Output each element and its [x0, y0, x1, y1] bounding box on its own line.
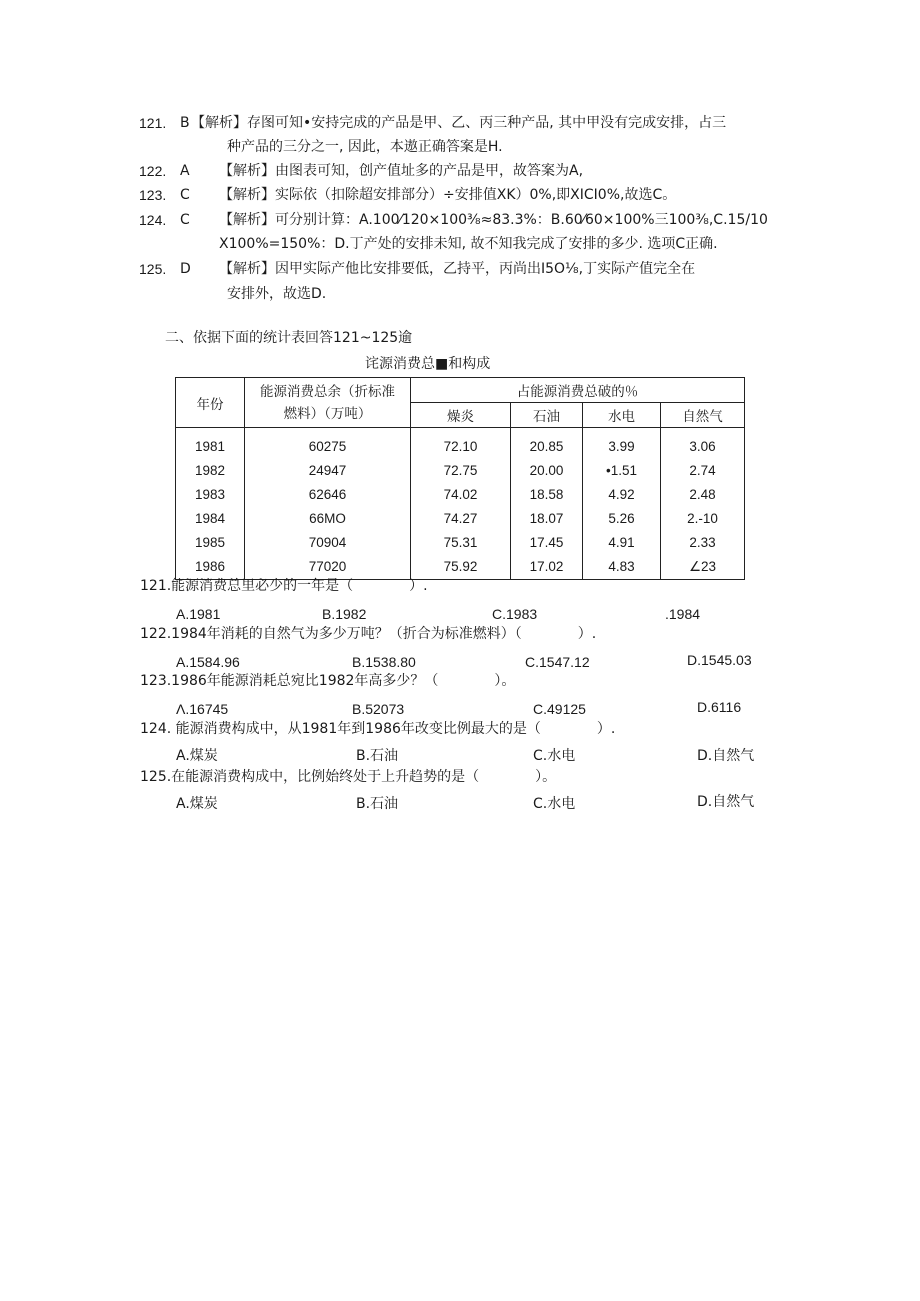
section-heading: 二、依据下面的统计表回答121~125逾 — [165, 330, 413, 346]
cell-total: 66MO — [309, 511, 346, 526]
header-hydro: 水电 — [583, 403, 661, 428]
cell-oil: 20.00 — [529, 463, 564, 478]
cell-hydro: 4.92 — [608, 487, 635, 502]
table-body-row — [176, 428, 745, 580]
answer-number: 123. — [139, 187, 167, 203]
cell-hydro: 5.26 — [608, 511, 635, 526]
option-c: C.1547.12 — [525, 654, 590, 670]
answer-text: 安排外，故选D. — [227, 286, 327, 302]
option-c: C.水电 — [533, 748, 576, 764]
cell-coal: 74.27 — [443, 511, 478, 526]
cell-year: 1984 — [194, 511, 226, 526]
option-a: Λ.16745 — [176, 701, 229, 717]
cell-gas: 2.48 — [689, 487, 716, 502]
option-b: B.52073 — [352, 701, 405, 717]
cell-gas: 2.-10 — [687, 511, 718, 526]
option-a: A.1584.96 — [176, 654, 240, 670]
header-total-line1: 能源消费总余（折标准 — [260, 383, 395, 400]
cell-gas: 2.33 — [689, 535, 716, 550]
cell-year: 1986 — [194, 559, 226, 574]
cell-coal: 74.02 — [443, 487, 478, 502]
cell-coal: 75.92 — [443, 559, 478, 574]
answer-text: 【解析】可分别计算：A.100⁄120×100⅜≈83.3%：B.60⁄60×100%三100⅜,C.15/10 — [219, 212, 768, 228]
option-b: B.1538.80 — [352, 654, 416, 670]
option-c: C.水电 — [533, 796, 576, 812]
cell-gas: 3.06 — [689, 439, 716, 454]
option-d: D.1545.03 — [687, 652, 752, 668]
totals-column — [245, 428, 411, 580]
option-a: A.1981 — [176, 606, 221, 622]
coal-column — [411, 428, 511, 580]
cell-coal: 72.10 — [443, 439, 478, 454]
header-oil: 石油 — [511, 403, 583, 428]
cell-hydro: 4.91 — [608, 535, 635, 550]
cell-coal: 75.31 — [443, 535, 478, 550]
answer-letter: A — [180, 163, 190, 179]
header-coal: 燥炎 — [411, 403, 511, 428]
answer-letter: B — [180, 115, 190, 131]
cell-total: 70904 — [308, 535, 347, 550]
header-total — [245, 378, 411, 428]
table-title: 诧源消费总■和构成 — [365, 356, 491, 372]
option-b: B.1982 — [322, 606, 367, 622]
cell-hydro: •1.51 — [605, 463, 637, 478]
option-c: C.1983 — [492, 606, 538, 622]
cell-year: 1985 — [194, 535, 226, 550]
option-b: B.石油 — [356, 748, 399, 764]
cell-total: 60275 — [308, 439, 347, 454]
answer-text: 种产品的三分之一, 因此，本遨正确答案是H. — [227, 139, 503, 155]
cell-year: 1983 — [194, 487, 226, 502]
answer-number: 122. — [139, 163, 167, 179]
cell-gas: ∠23 — [688, 559, 717, 574]
question-stem: 124. 能源消费构成中，从1981年到1986年改变比例最大的是（ ）. — [140, 721, 616, 737]
answer-text: X100%=150%：D.丁产处的安排未知, 故不知我完成了安排的多少. 选项C正确. — [219, 236, 718, 252]
question-stem: 125.在能源消费构成中，比例始终处于上升趋势的是（ ）。 — [140, 769, 557, 785]
energy-consumption-table — [175, 377, 745, 580]
cell-oil: 17.45 — [529, 535, 564, 550]
cell-total: 62646 — [308, 487, 347, 502]
cell-total: 77020 — [308, 559, 347, 574]
answer-number: 124. — [139, 212, 167, 228]
cell-oil: 18.58 — [529, 487, 564, 502]
answer-number: 125. — [139, 261, 167, 277]
answer-number: 121. — [139, 115, 167, 131]
answer-letter: D — [180, 261, 191, 277]
cell-oil: 18.07 — [529, 511, 564, 526]
option-b: B.石油 — [356, 796, 399, 812]
answer-text: 【解析】由图表可知，创产值址多的产品是甲，故答案为A, — [219, 163, 584, 179]
answer-text: 【解析】存图可知•安持完成的产品是甲、乙、丙三种产品, 其中甲没有完成安排，占三 — [191, 115, 727, 131]
question-stem: 122.1984年消耗的自然气为多少万吨？（折合为标准燃料）（ ）. — [140, 626, 597, 642]
cell-total: 24947 — [308, 463, 347, 478]
cell-year: 1981 — [194, 439, 226, 454]
option-c: C.49125 — [533, 701, 586, 717]
years-column — [176, 428, 245, 580]
option-d: D.自然气 — [697, 748, 755, 764]
question-stem: 121.能源消费总里必少的一年是（ ）. — [140, 578, 428, 594]
hydro-column — [583, 428, 661, 580]
answer-letter: C — [180, 212, 190, 228]
oil-column — [511, 428, 583, 580]
option-a: A.煤炭 — [176, 748, 218, 764]
answer-text: 【解析】实际依（扣除超安排部分）÷安排值XK）0%,即XICI0%,故选C。 — [219, 187, 677, 203]
answer-text: 【解析】因甲实际产他比安排要低，乙持平，丙尚出I5O⅛,丁实际产值完全在 — [219, 261, 696, 277]
cell-year: 1982 — [194, 463, 226, 478]
header-gas: 自然气 — [661, 403, 745, 428]
cell-coal: 72.75 — [443, 463, 478, 478]
header-total-line2: 燃料）（万吨） — [283, 405, 372, 422]
answer-letter: C — [180, 187, 190, 203]
gas-column — [661, 428, 745, 580]
option-d: .1984 — [665, 606, 701, 622]
header-year: 年份 — [176, 378, 245, 428]
cell-oil: 17.02 — [529, 559, 564, 574]
option-d: D.6116 — [697, 699, 742, 715]
header-share: 占能源消费总破的％ — [411, 378, 745, 403]
cell-hydro: 3.99 — [608, 439, 635, 454]
cell-oil: 20.85 — [529, 439, 564, 454]
cell-hydro: 4.83 — [608, 559, 635, 574]
option-a: A.煤炭 — [176, 796, 218, 812]
option-d: D.自然气 — [697, 794, 755, 810]
cell-gas: 2.74 — [689, 463, 716, 478]
question-stem: 123.1986年能源消耗总宛比1982年高多少？（ ）。 — [140, 673, 516, 689]
